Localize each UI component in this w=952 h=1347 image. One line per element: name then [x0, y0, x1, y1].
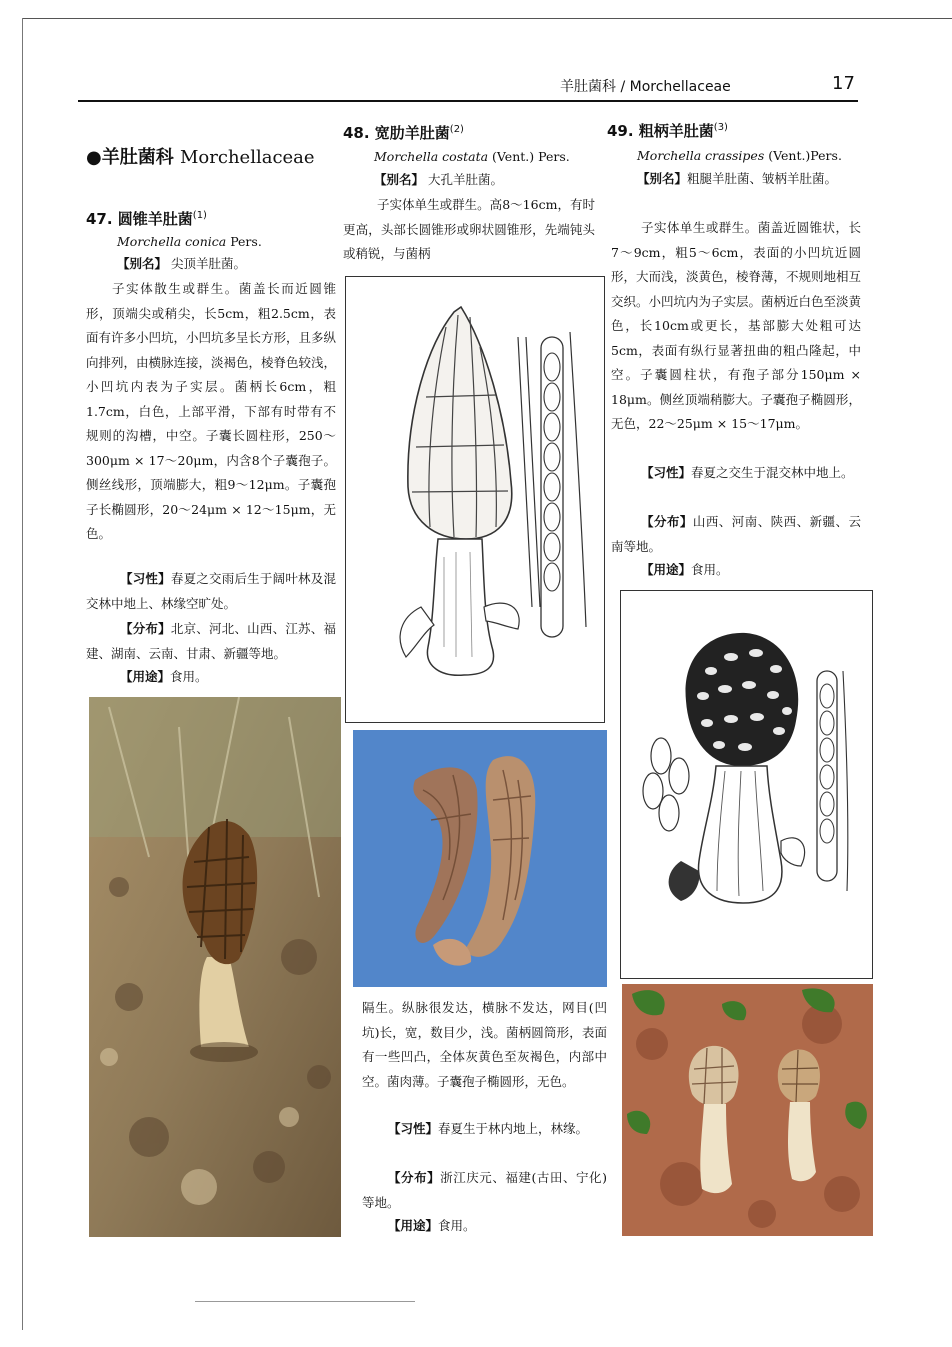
- morel-crassipes-illustration: [620, 590, 873, 979]
- family-heading-zh: ●羊肚菌科: [86, 147, 174, 168]
- page-frame-top: [22, 18, 952, 19]
- description-part-b: 隔生。纵脉很发达，横脉不发达，网目(凹坑)长，宽，数目少，浅。菌柄圆筒形，表面有一些凹凸，全体灰黄色至灰褐色，内部中空。菌肉薄。子囊孢子椭圆形，无色。: [362, 1000, 607, 1089]
- use-line: 【用途】食用。: [120, 669, 208, 684]
- morel-costata-illustration: [345, 276, 605, 723]
- species-title: 47. 圆锥羊肚菌$^{(1)}$: [86, 210, 207, 228]
- morel-conica-photo: [89, 697, 341, 1237]
- habit-line: 【习性】春夏之交生于混交林中地上。: [641, 465, 854, 480]
- page-number: 17: [832, 73, 855, 94]
- alias-line: 【别名】 尖顶羊肚菌。: [117, 256, 247, 271]
- use-line: 【用途】食用。: [388, 1218, 476, 1233]
- description-part-a: 子实体单生或群生。高8～16cm，有时更高，头部长圆锥形或卵状圆锥形，先端钝头或稍锐，与菌柄: [343, 197, 595, 261]
- habit-line: 【习性】春夏之交雨后生于阔叶林及混交林中地上、林缘空旷处。: [86, 571, 336, 611]
- use-line: 【用途】食用。: [641, 562, 729, 577]
- species-title: 48. 宽肋羊肚菌$^{(2)}$: [343, 124, 464, 142]
- habit-line: 【习性】春夏生于林内地上，林缘。: [388, 1121, 589, 1136]
- distribution-line: 【分布】山西、河南、陕西、新疆、云南等地。: [611, 514, 861, 554]
- morel-crassipes-photo: [622, 984, 873, 1236]
- scientific-name: Morchella conica Pers.: [117, 234, 262, 249]
- page-frame-left: [22, 18, 23, 1330]
- header-rule: [78, 100, 858, 102]
- alias-line: 【别名】 大孔羊肚菌。: [374, 172, 504, 187]
- description: 子实体散生或群生。菌盖长而近圆锥形，顶端尖或稍尖，长5cm，粗2.5cm，表面有许多小凹坑，小凹坑多呈长方形，且多纵向排列，由横脉连接，淡褐色，棱脊色较浅，小凹坑内表为子实层。菌柄长6cm，粗1.7cm，白色，上部平滑，下部有时带有不规则的沟槽，中空。子囊长圆柱形，250～300μm × 17～20μm，内含8个子囊孢子。侧丝线形，顶端膨大，粗9～12μm。子囊孢子长椭圆形，20～24μm × 12～15μm，无色。: [86, 281, 337, 541]
- family-heading: [86, 143, 315, 169]
- family-heading-en: Morchellaceae: [180, 147, 315, 168]
- species-title: 49. 粗柄羊肚菌$^{(3)}$: [607, 122, 728, 140]
- running-title: 羊肚菌科 / Morchellaceae: [560, 79, 731, 95]
- description: 子实体单生或群生。菌盖近圆锥状，长7～9cm，粗5～6cm，表面的小凹坑近圆形，大而浅，淡黄色，棱脊薄，不规则地相互交织。小凹坑内为子实层。菌柄近白色至淡黄色，长10cm或更长，基部膨大处粗可达5cm，表面有纵行显著扭曲的粗凸隆起，中空。子囊圆柱状，有孢子部分150μm × 18μm。侧丝顶端稍膨大。子囊孢子椭圆形，无色，22～25μm × 15～17μm。: [611, 220, 862, 431]
- distribution-line: 【分布】浙江庆元、福建(古田、宁化)等地。: [362, 1170, 607, 1210]
- distribution-line: 【分布】北京、河北、山西、江苏、福建、湖南、云南、甘肃、新疆等地。: [86, 621, 336, 661]
- scientific-name: Morchella costata (Vent.) Pers.: [374, 149, 570, 164]
- footer-line: [195, 1301, 415, 1302]
- alias-line: 【别名】粗腿羊肚菌、皱柄羊肚菌。: [637, 171, 838, 186]
- scientific-name: Morchella crassipes (Vent.)Pers.: [637, 148, 842, 163]
- morel-costata-photo: [353, 730, 607, 987]
